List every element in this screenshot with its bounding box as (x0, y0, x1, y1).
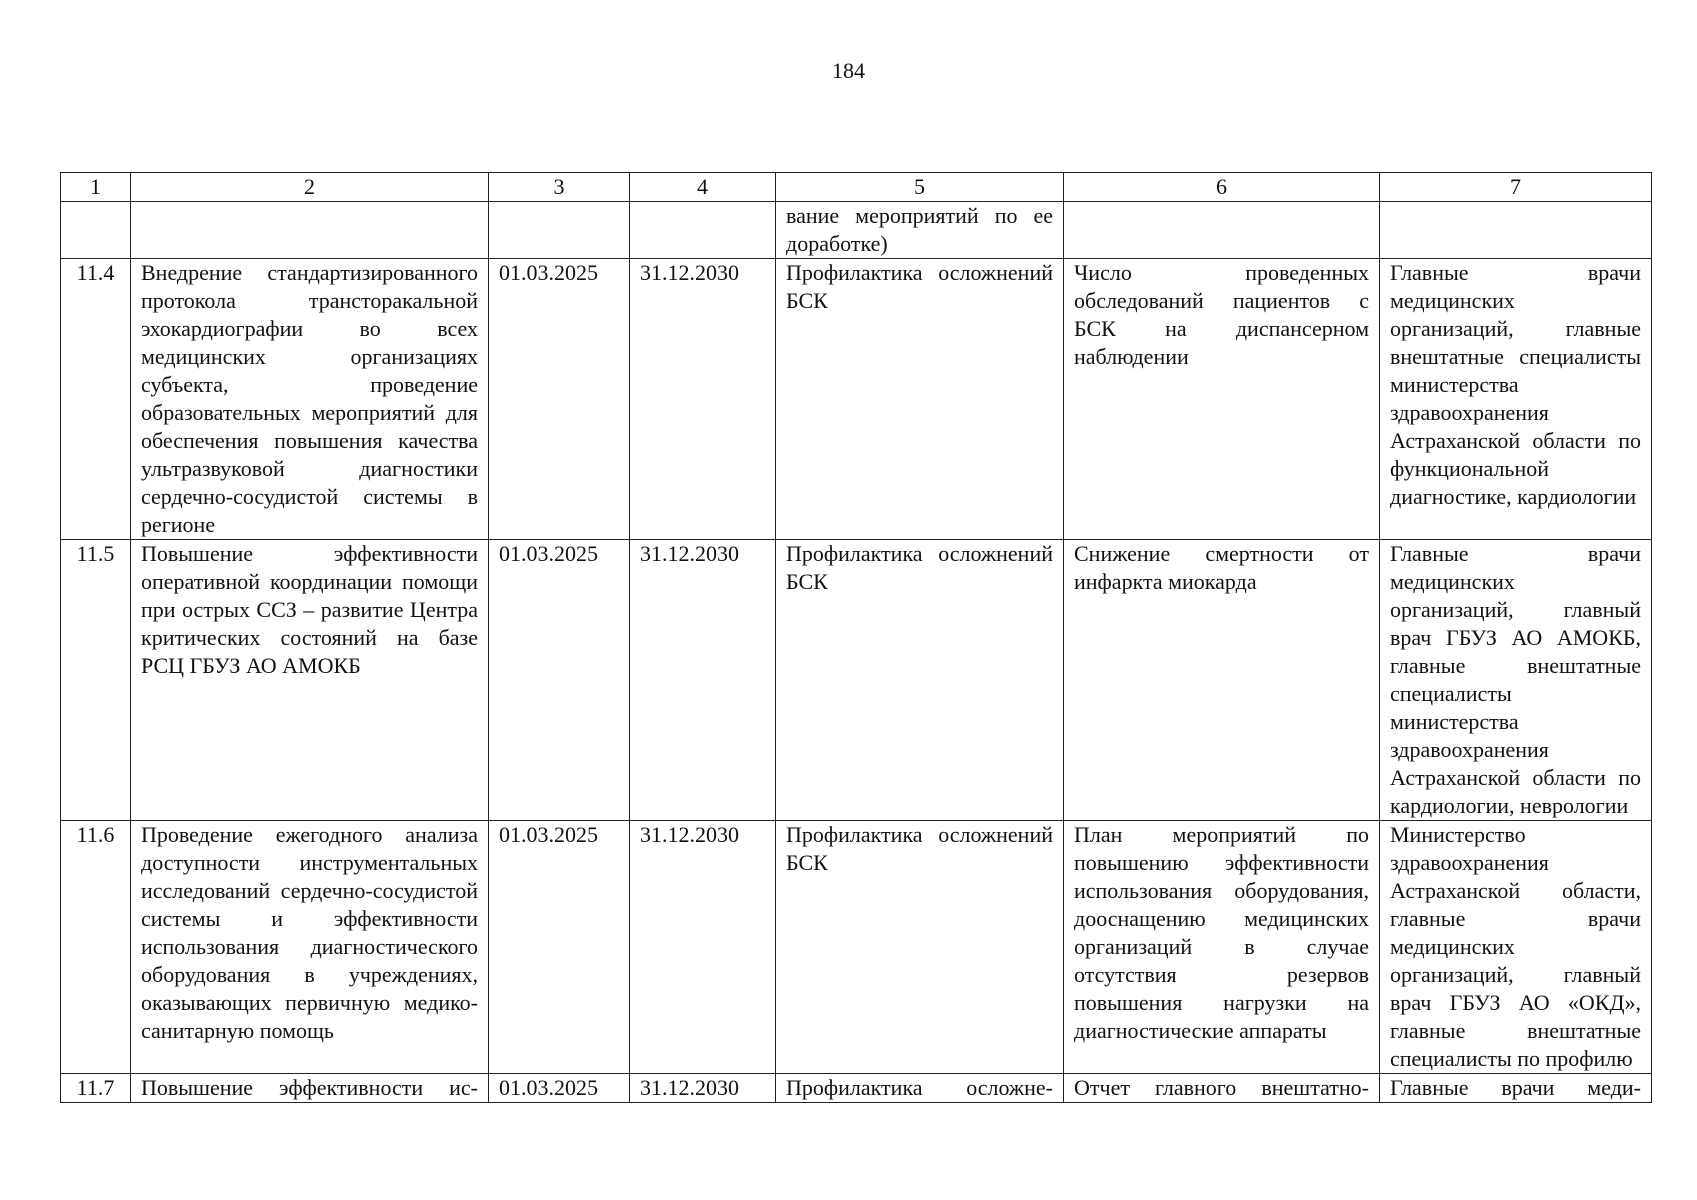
table-row (61, 821, 1652, 1074)
cell-goal-continuation: вание мероприятий по ее доработке) (776, 202, 1064, 259)
page-number: 184 (832, 58, 865, 83)
column-header: 7 (1380, 173, 1652, 202)
cell-empty (489, 202, 630, 259)
table-row (61, 259, 1652, 540)
cell-empty (1380, 202, 1652, 259)
cell-responsible: Министерство здравоохранения Астраханской области, главные врачи медицинских организаций, главный врач ГБУЗ АО «ОКД», главные внештатные специалисты по профилю (1380, 821, 1652, 1074)
cell-end-date: 31.12.2030 (630, 259, 776, 540)
cell-responsible: Главные врачи медицинских организаций, главный врач ГБУЗ АО АМОКБ, главные внештатные специалисты министерства здравоохранения Астраханской области по кардиологии, неврологии (1380, 540, 1652, 821)
column-header: 5 (776, 173, 1064, 202)
cell-goal: Профилактика осложнений БСК (776, 259, 1064, 540)
cell-end-date: 31.12.2030 (630, 1074, 776, 1103)
cell-empty (61, 202, 131, 259)
column-header: 4 (630, 173, 776, 202)
cell-goal: Профилактика осложне- (776, 1074, 1064, 1103)
cell-start-date: 01.03.2025 (489, 1074, 630, 1103)
cell-goal: Профилактика осложнений БСК (776, 821, 1064, 1074)
cell-indicator: План мероприятий по повышению эффективности использования оборудования, дооснащению медицинских организаций в случае отсутствия резервов повышения нагрузки на диагностические аппараты (1064, 821, 1380, 1074)
cell-indicator: Число проведенных обследований пациентов с БСК на диспансерном наблюдении (1064, 259, 1380, 540)
cell-responsible: Главные врачи меди- (1380, 1074, 1652, 1103)
cell-responsible: Главные врачи медицинских организаций, главные внештатные специалисты министерства здравоохранения Астраханской области по функциональной диагностике, кардиологии (1380, 259, 1652, 540)
cell-activity: Внедрение стандартизированного протокола трансторакальной эхокардиографии во всех медицинских организациях субъекта, проведение образовательных мероприятий для обеспечения повышения качества ультразвуковой диагностики сердечно-сосудистой системы в регионе (131, 259, 489, 540)
column-header: 6 (1064, 173, 1380, 202)
cell-activity: Проведение ежегодного анализа доступности инструментальных исследований сердечно-сосудистой системы и эффективности использования диагностического оборудования в учреждениях, оказывающих первичную медико-санитарную помощь (131, 821, 489, 1074)
table-row (61, 540, 1652, 821)
table-row-truncated (61, 1074, 1652, 1103)
cell-activity: Повышение эффективности ис- (131, 1074, 489, 1103)
cell-goal: Профилактика осложнений БСК (776, 540, 1064, 821)
cell-indicator: Снижение смертности от инфаркта миокарда (1064, 540, 1380, 821)
cell-end-date: 31.12.2030 (630, 540, 776, 821)
cell-number: 11.4 (61, 259, 131, 540)
column-header: 3 (489, 173, 630, 202)
cell-number: 11.7 (61, 1074, 131, 1103)
cell-number: 11.6 (61, 821, 131, 1074)
cell-start-date: 01.03.2025 (489, 540, 630, 821)
column-header: 2 (131, 173, 489, 202)
column-header: 1 (61, 173, 131, 202)
cell-empty (630, 202, 776, 259)
cell-start-date: 01.03.2025 (489, 821, 630, 1074)
continuation-row (61, 202, 1652, 259)
cell-indicator: Отчет главного внештатно- (1064, 1074, 1380, 1103)
cell-empty (131, 202, 489, 259)
column-number-row (61, 173, 1652, 202)
cell-activity: Повышение эффективности оперативной координации помощи при острых ССЗ – развитие Центра критических состояний на базе РСЦ ГБУЗ АО АМОКБ (131, 540, 489, 821)
cell-number: 11.5 (61, 540, 131, 821)
cell-empty (1064, 202, 1380, 259)
cell-end-date: 31.12.2030 (630, 821, 776, 1074)
plan-table (60, 172, 1652, 1103)
cell-start-date: 01.03.2025 (489, 259, 630, 540)
